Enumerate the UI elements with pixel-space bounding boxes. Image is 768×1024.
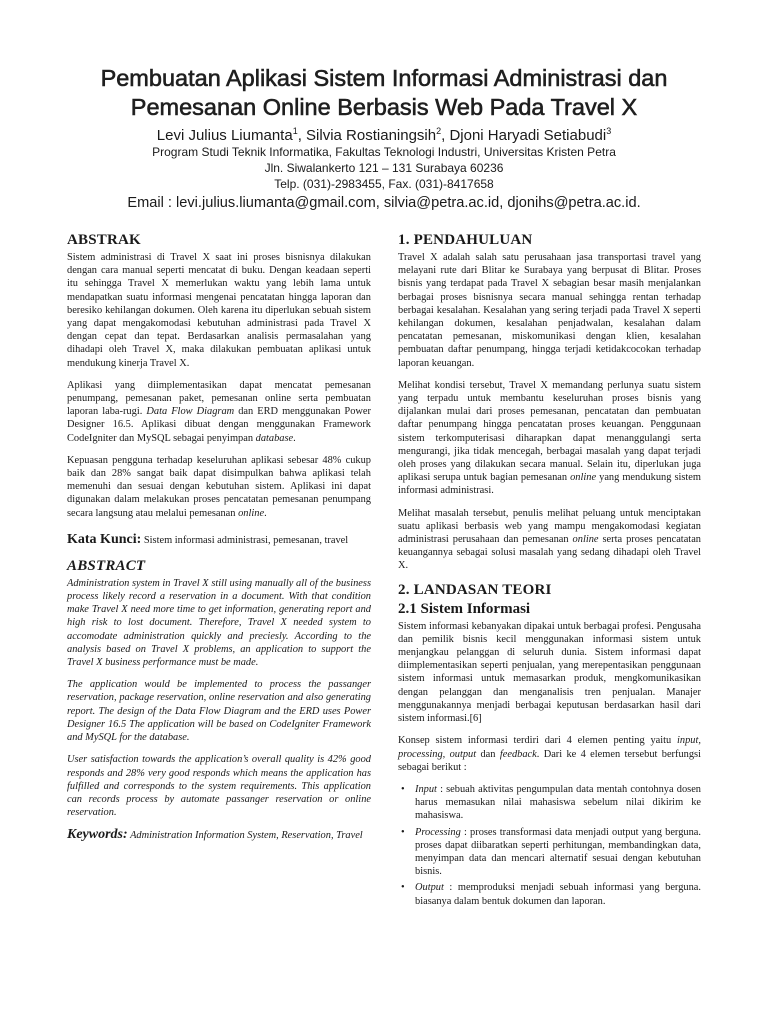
landasan-teori-heading: 2. LANDASAN TEORI [398,581,552,598]
lan-p2-text-e: . Dari ke 4 elemen tersebut berfungsi sebagai berikut : [398,748,701,773]
kata-kunci [67,532,371,548]
keywords-label: Keywords: [67,827,128,843]
kata-kunci-label: Kata Kunci: [67,531,142,547]
pend-p3-italic-online: online [572,534,599,546]
abstrak-p3-italic-online: online [238,507,265,519]
sistem-informasi-subheading: 2.1 Sistem Informasi [398,600,531,617]
author-2-sup: 2 [436,126,442,136]
abstrak-heading: ABSTRAK [67,232,141,248]
left-column [67,232,371,852]
address: Jln. Siwalankerto 121 – 131 Surabaya 60236 [264,161,504,175]
bullet-icon: • [401,783,405,795]
abstract-paragraph-1: Administration system in Travel X still using manually all of the business process likely record a reservation in a document. With that condition make Travel X need more time to get information, generating report and high risk to lost document. Therefore, Travel X needed system to accomodate administration quickly and preciesly. According to the analysis based on Travel X problems, an application to support the Travel X business performance must be made. [67,577,371,669]
pend-p2-text-a: Melihat kondisi tersebut, Travel X memandang perlunya suatu sistem yang terpadu untuk membantu keseluruhan proses bisnis yang dijalankan mulai dari proses pemesanan, pencatatan dan pembuatan daftar penumpang hingga pencatatan proses keuangan. Penggunaan sistem terkomputerisasi diharapkan dapat menanggulangi serta mengurangi, jika tidak mencegah, berbagai masalah yang dapat terjadi oleh proses yang dilakukan secara manual. Selain itu, diperlukan juga aplikasi serupa untuk bagian pemesanan [398,379,701,484]
pendahuluan-paragraph-3 [398,507,701,573]
list-item-text: : proses transformasi data menjadi output yang berguna. proses dapat diibaratkan seperti perhitungan, membandingkan data, menyimpan data dan mencari alternatif sesuai dengan kebutuhan bisnis. [415,826,701,878]
list-item-text: : sebuah aktivitas pengumpulan data mentah contohnya dosen harus memasukan nilai mahasiswa sebelum nilai dikirim ke mahasiswa. [415,783,701,822]
paper-title [0,64,768,122]
abstrak-paragraph-3 [67,454,371,520]
pend-p3-text-a: Melihat masalah tersebut, penulis melihat peluang untuk menciptakan suatu aplikasi berbasis web yang mampu mengakomodasi kegiatan administrasi perusahaan dan pemesanan [398,507,701,546]
lan-p2-italic-feedback: feedback [499,748,537,760]
author-3: , Djoni Haryadi Setiabudi [441,127,607,144]
paper-header [0,60,768,211]
lan-p2-text-a: Konsep sistem informasi terdiri dari 4 elemen penting yaitu [398,735,678,747]
abstrak-p2-italic-dfd: Data Flow Diagram [146,406,235,418]
title-line-1: Pembuatan Aplikasi Sistem Informasi Administrasi dan [100,65,668,91]
abstrak-p2-text-a: Aplikasi yang diimplementasikan dapat mencatat pemesanan penumpang, pemesanan paket, pemesanan online serta pembuatan laporan laba-rugi. [67,379,371,418]
pendahuluan-paragraph-2 [398,379,701,498]
list-item-text: : memproduksi menjadi sebuah informasi yang berguna. biasanya dalam bentuk dokumen dan laporan. [415,882,701,907]
author-list [0,126,768,144]
list-item-term: Output [415,882,444,894]
abstract-paragraph-3: User satisfaction towards the application’s overall quality is 42% good responds and 28% very good responds which means the application has fulfilled and corresponds to the system requirements. This application can records process by automate passanger reservation or online reservation. [67,754,371,819]
lan-p2-italic-terms: input, processing, output [398,735,701,760]
abstrak-paragraph-1: Sistem administrasi di Travel X saat ini proses bisnisnya dilakukan dengan cara manual seperti mencatat di buku. Dengan keadaan seperti itu sehingga Travel X memerlukan waktu yang lebih lama untuk mendapatkan suatu informasi mengenai pencatatan hingga laporan dan beresiko kehilangan dokumen. Oleh karena itu diperlukan sebuah sistem yang dapat mengakomodasi kebutuhan administrasi pada Travel X dengan cepat dan tepat. Berdasarkan analisis permasalahan yang dihadapi oleh Travel X, maka dilakukan pembuatan aplikasi untuk mendukung kinerja Travel X. [67,252,371,369]
abstrak-p2-text-c: dan ERD menggunakan Power Designer 16.5. Aplikasi dibuat dengan menggunakan Framework CodeIgniter dan MySQL sebagai penyimpan [67,406,371,444]
abstrak-p3-text-c: . [264,507,267,519]
abstract-heading: ABSTRACT [67,557,146,574]
list-item [401,826,701,879]
author-1-sup: 1 [292,126,298,136]
pend-p2-italic-online: online [570,472,597,484]
author-2: , Silvia Rostianingsih [297,127,437,144]
lan-p2-text-c: dan [476,748,500,760]
pend-p3-text-c: serta proses pencatatan keuangannya sebagai solusi masalah yang sedang dihadapi oleh Travel X. [398,534,701,572]
author-1: Levi Julius Liumanta [156,127,293,144]
pendahuluan-paragraph-1: Travel X adalah salah satu perusahaan jasa transportasi travel yang melayani rute dari Blitar ke Surabaya yang berpusat di Blitar. Proses bisnis yang terdapat pada Travel X sebagian besar masih menjalankan berbagai proses bisnisnya secara manual sehingga rentan terhadap berbagai kesalahan. Kesalahan yang sering terjadi pada Travel X seperti kehilangan dokumen, kesalahan penjadwalan, kesalahan dalam pencatatan pemesanan, miskomunikasi dengan klien, kesalahan pembuatan daftar penumpang, hingga terjadi ketidakcocokan terhadap laporan keuangan. [398,252,701,369]
list-item-term: Input [415,783,437,795]
list-item-term: Processing [415,826,461,838]
bullet-icon: • [401,826,405,838]
kata-kunci-text: Sistem informasi administrasi, pemesanan, travel [141,534,349,546]
abstrak-p3-text-a: Kepuasan pengguna terhadap keseluruhan aplikasi sebesar 48% cukup baik dan 28% sangat baik dapat disimpulkan bahwa aplikasi telah memenuhi dan sesuai dengan kebutuhan sistem. Aplikasi ini dapat digunakan dalam melakukan proses pencatatan pemesanan penumpang secara langsung atau melalui pemesanan [67,454,371,519]
phone-fax: Telp. (031)-2983455, Fax. (031)-8417658 [274,177,494,191]
pend-p2-text-c: yang mendukung sistem informasi administrasi. [398,472,701,497]
keywords [67,828,371,842]
title-line-2: Pemesanan Online Berbasis Web Pada Travel X [130,94,638,120]
elements-list [398,783,701,908]
email-line: Email : levi.julius.liumanta@gmail.com, silvia@petra.ac.id, djonihs@petra.ac.id. [127,195,641,211]
list-item [401,783,701,823]
list-item [401,881,701,907]
keywords-text: Administration Information System, Reservation, Travel [127,830,363,842]
landasan-paragraph-1: Sistem informasi kebanyakan dipakai untuk berbagai profesi. Pengusaha dan pemilik bisnis kecil menggunakan informasi sistem untuk menjangkau pelanggan di seluruh dunia. Sistem informasi dapat diimplementasikan seperti penjualan, yang merepentasikan penggunaan sistem informasi untuk memasarkan produk, mengkomunikasikan dengan pelanggan dan menganalisis tren penjualan. Manajer menggunakannya menjadi berbagai keputusan berdasarkan hasil dari sistem informasi.[6] [398,620,701,725]
landasan-paragraph-2 [398,734,701,774]
abstract-paragraph-2: The application would be implemented to process the passanger reservation, package reservation, online reservation and also generating report. The design of the Data Flow Diagram and the ERD uses Power Designer 16.5 The application will be based on CodeIgniter Framework and MySQL for the database. [67,679,371,744]
affiliation: Program Studi Teknik Informatika, Fakultas Teknologi Industri, Universitas Kristen Petra [152,145,616,159]
abstrak-paragraph-2 [67,379,371,445]
abstrak-p2-text-e: . [293,432,296,444]
abstrak-p2-italic-database: database [255,432,294,444]
author-3-sup: 3 [606,126,612,136]
right-column [398,232,701,911]
pendahuluan-heading: 1. PENDAHULUAN [398,232,533,248]
bullet-icon: • [401,882,405,894]
